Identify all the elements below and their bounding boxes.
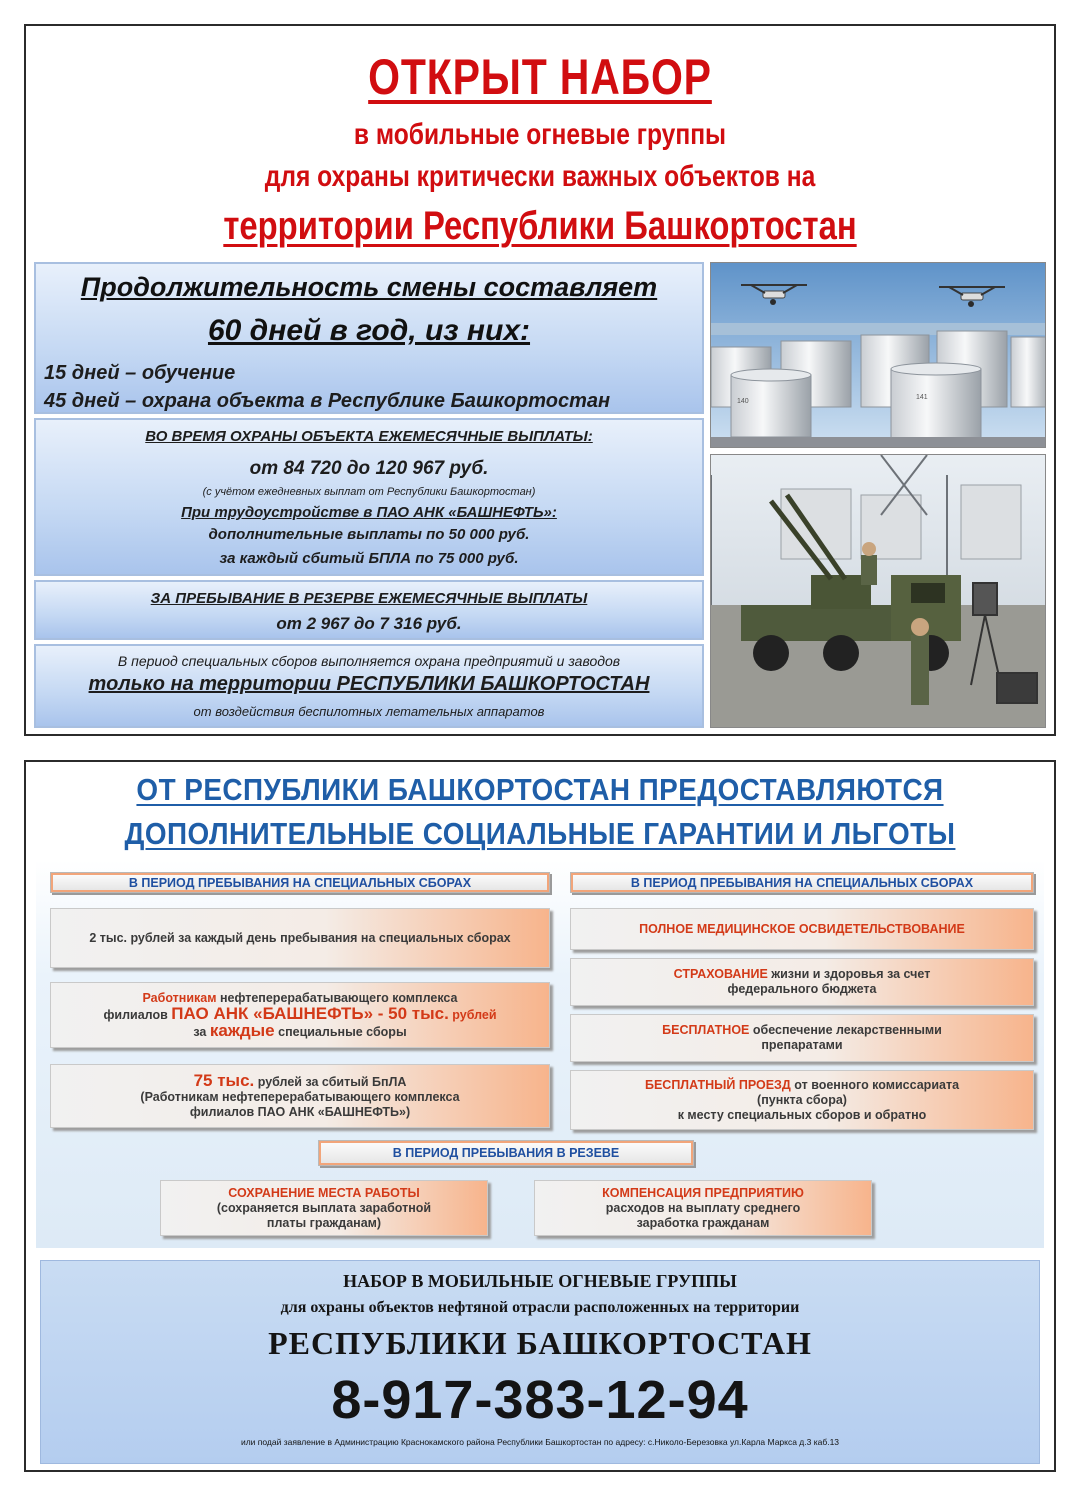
benefit-job-retention: СОХРАНЕНИЕ МЕСТА РАБОТЫ (сохраняется выплата заработной платы гражданам) (160, 1180, 488, 1236)
monthly-payments-box (34, 418, 704, 576)
recruit-footnote: или подай заявление в Администрацию Краснокамского района Республики Башкортостан по адресу: с.Николо-Березовка ул.Карла Маркса д.3 каб.13 (240, 1437, 840, 1447)
shift-duration-box (34, 262, 704, 414)
contact-phone-number[interactable]: 8-917-383-12-94 (331, 1370, 749, 1430)
shift-training: 15 дней – обучение (44, 362, 236, 384)
reserve-payments-box (34, 580, 704, 640)
poster-subtitle-1: в мобильные огневые группы (353, 118, 727, 151)
monthly-note: (с учётом ежедневных выплат от Республики Башкортостан) (202, 486, 536, 498)
bashneft-heading: При трудоустройстве в ПАО АНК «БАШНЕФТЬ»: (181, 504, 557, 521)
benefit-free-travel: БЕСПЛАТНЫЙ ПРОЕЗД от военного комиссариата (пункта сбора) к месту специальных сборов и обратно (570, 1070, 1034, 1130)
recruitment-poster-top (24, 24, 1056, 736)
benefit-employer-compensation: КОМПЕНСАЦИЯ ПРЕДПРИЯТИЮ расходов на выплату среднего заработка гражданам (534, 1180, 872, 1236)
territory-line-1: В период специальных сборов выполняется охрана предприятий и заводов (117, 653, 621, 669)
territory-box (34, 644, 704, 728)
benefit-medical-exam: ПОЛНОЕ МЕДИЦИНСКОЕ ОСВИДЕТЕЛЬСТВОВАНИЕ (570, 908, 1034, 950)
territory-line-3: от воздействия беспилотных летательных аппаратов (193, 704, 545, 719)
recruitment-contact-block (40, 1260, 1040, 1464)
recruit-line-1: НАБОР В МОБИЛЬНЫЕ ОГНЕВЫЕ ГРУППЫ (343, 1271, 737, 1291)
poster-subtitle-3: территории Республики Башкортостан (223, 204, 857, 248)
tag-reserve-period: В ПЕРИОД ПРЕБЫВАНИЯ В РЕЗЕВЕ (318, 1140, 694, 1166)
tag-special-camp-right: В ПЕРИОД ПРЕБЫВАНИЯ НА СПЕЦИАЛЬНЫХ СБОРАХ (570, 872, 1034, 893)
guarantees-header-2: ДОПОЛНИТЕЛЬНЫЕ СОЦИАЛЬНЫЕ ГАРАНТИИ И ЛЬГОТЫ (124, 816, 956, 851)
social-guarantees-poster (24, 760, 1056, 1472)
benefit-daily-pay: 2 тыс. рублей за каждый день пребывания на специальных сборах (50, 908, 550, 968)
benefits-area (36, 860, 1044, 1248)
tag-special-camp-left: В ПЕРИОД ПРЕБЫВАНИЯ НА СПЕЦИАЛЬНЫХ СБОРАХ (50, 872, 550, 893)
shift-days: 60 дней в год, из них: (207, 314, 531, 347)
recruit-line-3: РЕСПУБЛИКИ БАШКОРТОСТАН (268, 1325, 812, 1361)
territory-line-2: только на территории РЕСПУБЛИКИ БАШКОРТОСТАН (88, 673, 650, 695)
shift-guarding: 45 дней – охрана объекта в Республике Башкортостан (44, 390, 611, 412)
bashneft-extra-pay: дополнительные выплаты по 50 000 руб. (208, 526, 530, 543)
reserve-heading: ЗА ПРЕБЫВАНИЕ В РЕЗЕРВЕ ЕЖЕМЕСЯЧНЫЕ ВЫПЛАТЫ (150, 590, 588, 607)
bashneft-drone-pay: за каждый сбитый БПЛА по 75 000 руб. (219, 550, 519, 567)
monthly-range: от 84 720 до 120 967 руб. (249, 458, 489, 479)
anti-aircraft-truck-photo (710, 454, 1046, 728)
recruit-line-2: для охраны объектов нефтяной отрасли расположенных на территории (280, 1299, 800, 1316)
tank-label-141: 141 (916, 394, 928, 401)
benefit-medicines: БЕСПЛАТНОЕ обеспечение лекарственными препаратами (570, 1014, 1034, 1062)
reserve-range: от 2 967 до 7 316 руб. (276, 614, 462, 633)
benefit-insurance: СТРАХОВАНИЕ жизни и здоровья за счет федерального бюджета (570, 958, 1034, 1006)
tank-label-140: 140 (737, 398, 749, 405)
benefit-drone-bonus: 75 тыс. рублей за сбитый БпЛА (Работникам нефтеперерабатывающего комплекса филиалов ПАО АНК «БАШНЕФТЬ») (50, 1064, 550, 1128)
benefit-bashneft-bonus: Работникам нефтеперерабатывающего комплекса филиалов ПАО АНК «БАШНЕФТЬ» - 50 тыс. рублей за каждые специальные сборы (50, 982, 550, 1048)
poster-title: ОТКРЫТ НАБОР (368, 49, 712, 105)
oil-tanks-photo (710, 262, 1046, 448)
guarantees-header-1: ОТ РЕСПУБЛИКИ БАШКОРТОСТАН ПРЕДОСТАВЛЯЮТСЯ (136, 772, 944, 807)
shift-heading: Продолжительность смены составляет (80, 272, 658, 302)
monthly-heading: ВО ВРЕМЯ ОХРАНЫ ОБЪЕКТА ЕЖЕМЕСЯЧНЫЕ ВЫПЛАТЫ: (145, 428, 593, 445)
poster-subtitle-2: для охраны критически важных объектов на (264, 160, 816, 193)
